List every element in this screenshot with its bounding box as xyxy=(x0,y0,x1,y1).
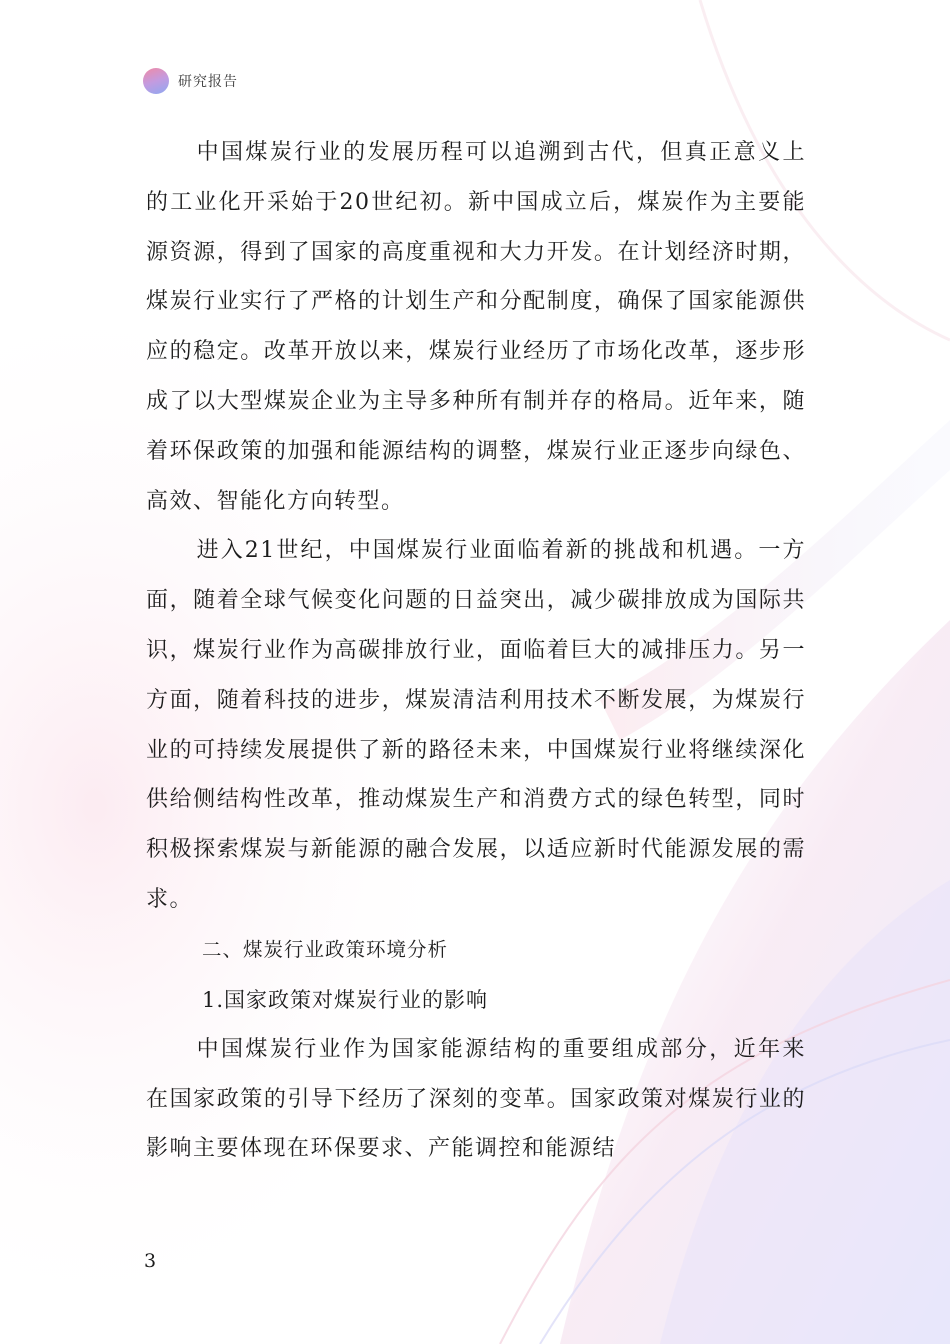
header-title: 研究报告 xyxy=(178,74,238,90)
subsection-heading: 1.国家政策对煤炭行业的影响 xyxy=(202,987,489,1012)
document-body xyxy=(146,128,806,1174)
page-number: 3 xyxy=(144,1250,157,1272)
paragraph-policy: 中国煤炭行业作为国家能源结构的重要组成部分，近年来在国家政策的引导下经历了深刻的变革。国家政策对煤炭行业的影响主要体现在环保要求、产能调控和能源结 xyxy=(146,1036,806,1162)
logo-circle-icon xyxy=(143,68,169,94)
section-heading: 二、煤炭行业政策环境分析 xyxy=(202,937,449,961)
paragraph-history: 中国煤炭行业的发展历程可以追溯到古代，但真正意义上的工业化开采始于20世纪初。新中国成立后，煤炭作为主要能源资源，得到了国家的高度重视和大力开发。在计划经济时期，煤炭行业实行了严格的计划生产和分配制度，确保了国家能源供应的稳定。改革开放以来，煤炭行业经历了市场化改革，逐步形成了以大型煤炭企业为主导多种所有制并存的格局。近年来，随着环保政策的加强和能源结构的调整，煤炭行业正逐步向绿色、高效、智能化方向转型。 xyxy=(146,140,806,514)
report-header xyxy=(143,66,238,96)
paragraph-challenges: 进入21世纪，中国煤炭行业面临着新的挑战和机遇。一方面，随着全球气候变化问题的日益突出，减少碳排放成为国际共识，煤炭行业作为高碳排放行业，面临着巨大的减排压力。另一方面，随着科技的进步，煤炭清洁利用技术不断发展，为煤炭行业的可持续发展提供了新的路径未来，中国煤炭行业将继续深化供给侧结构性改革，推动煤炭生产和消费方式的绿色转型，同时积极探索煤炭与新能源的融合发展，以适应新时代能源发展的需求。 xyxy=(146,538,806,912)
